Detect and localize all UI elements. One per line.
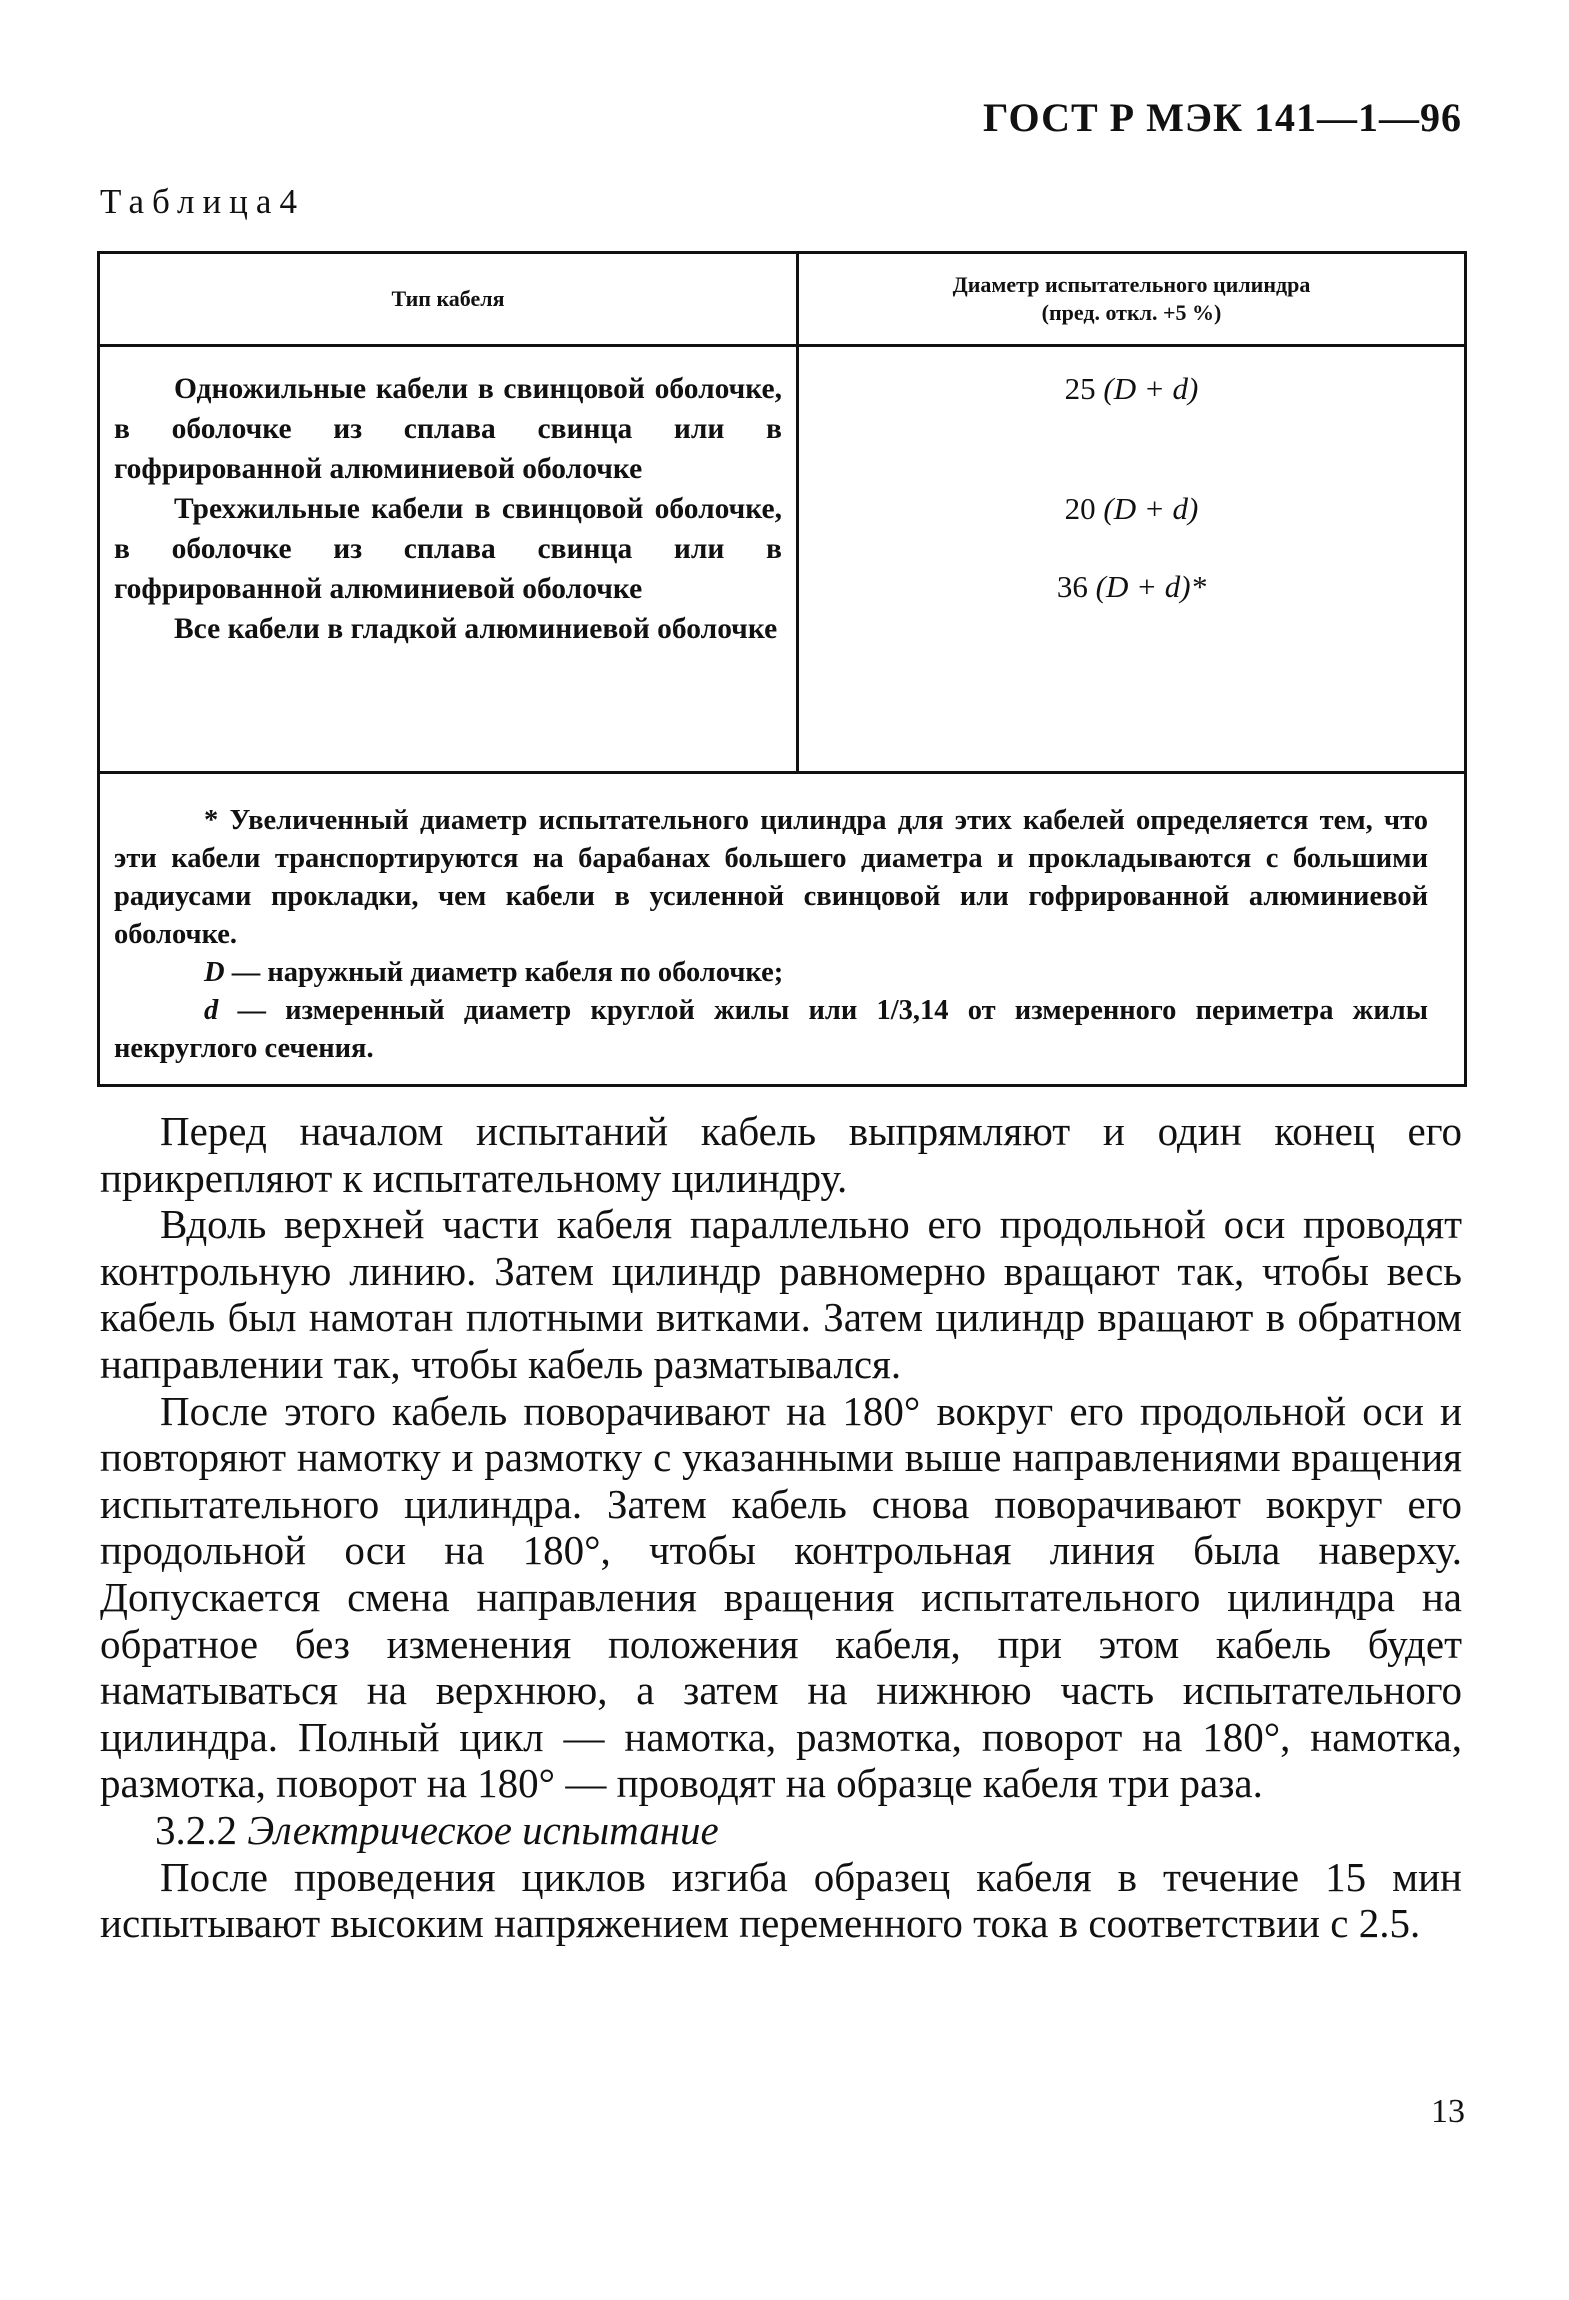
table-header-row bbox=[99, 253, 1466, 346]
cable-type-text: Одножильные кабели в свинцовой оболочке, в оболочке из сплава свинца или в гофрированной алюминиевой оболочке bbox=[114, 373, 782, 485]
cable-test-table bbox=[97, 251, 1467, 1087]
note-footnote: * Увеличенный диаметр испытательного цилиндра для этих кабелей определяется тем, что эти кабели транспортируются на барабанах большего диаметра и прокладываются с большими радиусами прокладки, чем кабели в усиленной свинцовой или гофрированной алюминиевой оболочке. bbox=[114, 805, 1428, 950]
cable-types-cell bbox=[99, 346, 798, 773]
note-text: — наружный диаметр кабеля по оболочке; bbox=[224, 957, 784, 988]
diameter-formula: (D + d) bbox=[1103, 371, 1199, 406]
note-text: — измеренный диаметр круглой жилы или 1/3,14 от измеренного периметра жилы некруглого сечения. bbox=[114, 995, 1428, 1064]
section-heading bbox=[100, 1807, 1462, 1854]
paragraph: После проведения циклов изгиба образец кабеля в течение 15 мин испытывают высоким напряжением переменного тока в соответствии с 2.5. bbox=[100, 1853, 1462, 1947]
cable-type-text: Все кабели в гладкой алюминиевой оболочке bbox=[174, 613, 778, 645]
paragraph: После этого кабель поворачивают на 180° вокруг его продольной оси и повторяют намотку и размотку с указанными выше направлениями вращения испытательного цилиндра. Затем кабель снова поворачивают вокруг его продольной оси на 180°, чтобы контрольная линия была наверху. Допускается смена направления вращения испытательного цилиндра на обратное без изменения положения кабеля, при этом кабель будет наматываться на верхнюю, а затем на нижнюю часть испытательного цилиндра. Полный цикл — намотка, размотка, поворот на 180°, намотка, размотка, поворот на 180° — проводят на образце кабеля три раза. bbox=[100, 1387, 1462, 1807]
symbol-D: D bbox=[204, 957, 225, 988]
diameter-formula: (D + d) bbox=[1103, 491, 1199, 526]
diameter-coefficient: 36 bbox=[1056, 569, 1088, 604]
cable-type-entry bbox=[114, 609, 782, 649]
diameter-value bbox=[799, 369, 1464, 409]
symbol-d: d bbox=[204, 995, 219, 1026]
table-notes-cell bbox=[99, 773, 1466, 1086]
diameter-value bbox=[799, 567, 1464, 607]
paragraph: Перед началом испытаний кабель выпрямляют и один конец его прикрепляют к испытательному цилиндру. bbox=[100, 1108, 1462, 1201]
section-number: 3.2.2 bbox=[155, 1806, 237, 1853]
cable-type-entry bbox=[114, 489, 782, 609]
note-symbol-D bbox=[114, 954, 1428, 992]
table-notes-row bbox=[99, 773, 1466, 1086]
diameter-coefficient: 25 bbox=[1064, 371, 1096, 406]
section-title: Электрическое испытание bbox=[247, 1806, 719, 1853]
diameter-value bbox=[799, 489, 1464, 529]
diameter-formula: (D + d)* bbox=[1095, 569, 1207, 604]
header-diameter-line2: (пред. откл. +5 %) bbox=[1041, 300, 1222, 325]
table-body-row bbox=[99, 346, 1466, 773]
header-cable-type: Тип кабеля bbox=[99, 253, 798, 346]
diameter-coefficient: 20 bbox=[1064, 491, 1096, 526]
header-cylinder-diameter bbox=[798, 253, 1466, 346]
table-title: Таблица4 bbox=[100, 182, 305, 221]
diameters-cell bbox=[798, 346, 1466, 773]
standard-designation: ГОСТ Р МЭК 141—1—96 bbox=[983, 95, 1462, 140]
note-symbol-d bbox=[114, 992, 1428, 1068]
cable-type-entry bbox=[114, 369, 782, 489]
paragraph: Вдоль верхней части кабеля параллельно его продольной оси проводят контрольную линию. Затем цилиндр равномерно вращают так, чтобы весь кабель был намотан плотными витками. Затем цилиндр вращают в обратном направлении так, чтобы кабель разматывался. bbox=[100, 1201, 1462, 1387]
header-diameter-line1: Диаметр испытательного цилиндра bbox=[952, 272, 1311, 297]
body-text bbox=[100, 1108, 1462, 1947]
cable-type-text: Трехжильные кабели в свинцовой оболочке, в оболочке из сплава свинца или в гофрированной алюминиевой оболочке bbox=[114, 493, 782, 605]
page-number: 13 bbox=[1431, 2093, 1465, 2130]
